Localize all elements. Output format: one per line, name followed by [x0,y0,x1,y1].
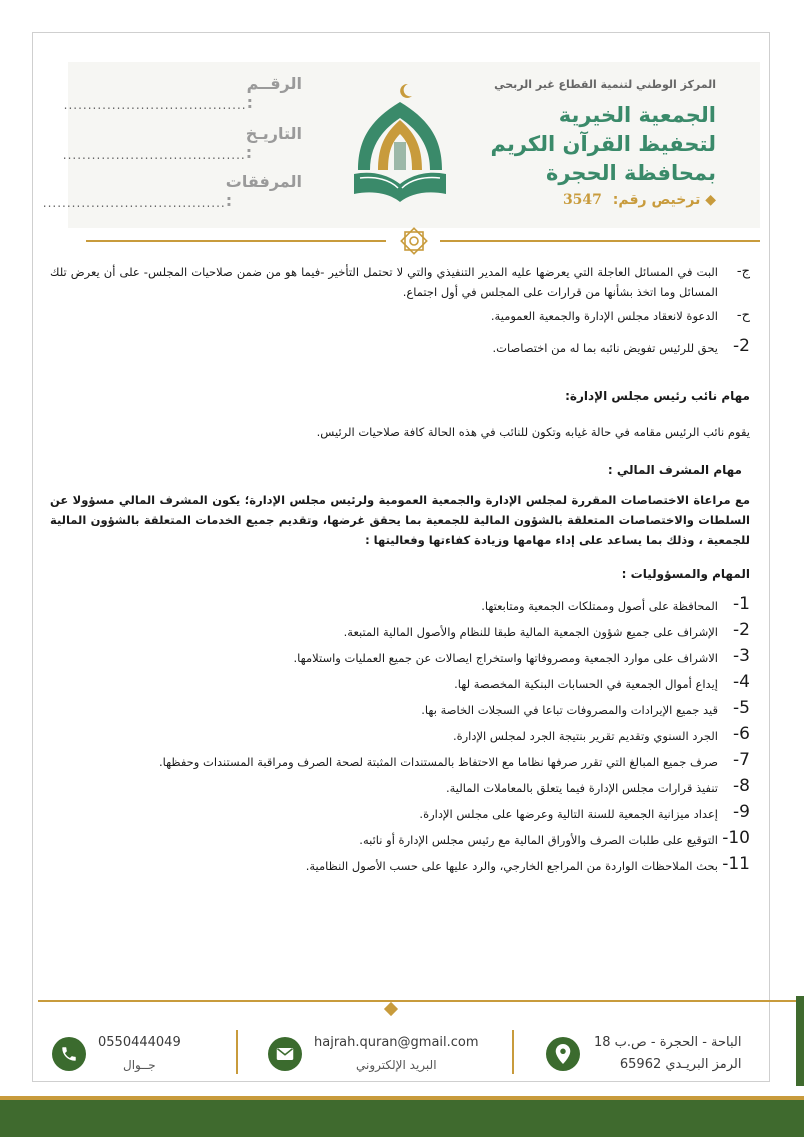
list-item [50,620,750,642]
item-number: 11- [722,854,750,874]
responsibilities-list [50,594,750,876]
address-line: الباحة - الحجرة - ص.ب 18 [594,1035,742,1050]
license-row [456,192,716,208]
vp-paragraph: يقوم نائب الرئيس مقامه في حالة غيابه وتكون للنائب في هذه الحالة كافة صلاحيات الرئيس. [316,425,750,439]
item-text: قيد جميع الإيرادات والمصروفات تباعا في السجلات الخاصة بها. [421,703,718,717]
finance-paragraph: مع مراعاة الاختصاصات المقررة لمجلس الإدارة والجمعية العمومية ولرئيس مجلس الإدارة؛ يكون المشرف المالي مسؤولا عن السلطات والاختصاصات المتعلقة بالشؤون المالية للجمعية بما يحقق غرضها، وتقديم جميع الخدمات المتعلقة بالشؤون المالية للجمعية ، وذلك بما يساعد على إداء مهامها وزيادة كفاءتها وفعاليتها : [50,493,750,547]
item-number: 6- [733,724,750,744]
email-address[interactable]: hajrah.quran@gmail.com [314,1035,479,1050]
star-ornament-icon [399,226,429,256]
item-marker: ح- [736,308,750,323]
reference-number-field [63,74,302,112]
org-name-line-1: الجمعية الخيرية [558,103,716,127]
footer-divider [38,1000,804,1002]
date-label: التاريـخ : [245,124,302,162]
list-item [50,672,750,694]
phone-number[interactable]: 0550444049 [98,1035,181,1050]
email-label: البريد الإلكتروني [356,1058,437,1072]
item-number: 3- [733,646,750,666]
item-number: 5- [733,698,750,718]
item-text: التوقيع على طلبات الصرف والأوراق المالية مع رئيس مجلس الإدارة أو نائبه. [359,833,718,847]
date-dots: ...................................... [62,148,246,162]
header-divider-left [86,240,386,242]
finance-heading: مهام المشرف المالي : [607,463,742,477]
umbrella-org-name: المركز الوطني لتنمية القطاع غير الربحي [494,78,716,91]
org-name-line-2: لتحفيظ القرآن الكريم [490,132,716,156]
footer-email-block [268,1028,479,1080]
list-item [50,750,750,772]
footer-phone-block [52,1028,181,1080]
attachments-label: المرفقات : [225,172,302,210]
item-text: صرف جميع المبالغ التي تقرر صرفها نظاما مع الاحتفاظ بالمستندات المثبتة لصحة الصرف ومراقبة المستندات وحفظها. [158,755,718,769]
item-number: 1- [733,594,750,614]
diamond-bullet-icon: ◆ [705,192,716,208]
phone-icon [52,1037,86,1071]
list-item [50,724,750,746]
item-text: الجرد السنوي وتقديم تقرير بنتيجة الجرد لمجلس الإدارة. [452,729,718,743]
license-number: 3547 [562,192,602,208]
item-number: 8- [733,776,750,796]
footer-separator [512,1030,514,1074]
item-marker: 2- [733,336,750,356]
item-number: 7- [733,750,750,770]
item-text: البت في المسائل العاجلة التي يعرضها عليه المدير التنفيذي والتي لا تحتمل التأخير -فيما هو من ضمن صلاحيات المجلس- على أن يعرض تلك المسائل وما اتخذ بشأنها من قرارات على المجلس في أول اجتماع. [50,265,718,299]
footer-side-bar [796,996,804,1086]
list-item [50,336,750,358]
item-text: الاشراف على موارد الجمعية ومصروفاتها واستخراج ايصالات عن جميع العمليات واستلامها. [293,651,718,665]
mosque-quran-logo-icon [340,80,460,210]
header-divider-right [440,240,760,242]
item-marker: ج- [736,264,750,279]
item-text: الإشراف على جميع شؤون الجمعية المالية طبقا للنظام والأصول المالية المتبعة. [343,625,718,639]
list-item [50,802,750,824]
list-item [50,776,750,798]
footer-separator [236,1030,238,1074]
item-text: يحق للرئيس تفويض نائبه بما له من اختصاصات. [492,341,718,355]
postal-label: الرمز البريـدي [665,1057,742,1072]
list-item [50,262,750,302]
item-number: 10- [722,828,750,848]
date-field [62,124,302,162]
postal-row [594,1054,741,1076]
reference-number-label: الرقــم : [246,74,302,112]
footer-address-block [546,1028,741,1080]
item-text: إعداد ميزانية الجمعية للسنة التالية وعرضها على مجلس الإدارة. [419,807,718,821]
list-item [50,306,750,326]
document-body [50,262,750,880]
item-text: الدعوة لانعقاد مجلس الإدارة والجمعية العمومية. [490,309,718,323]
location-pin-icon [546,1037,580,1071]
item-text: المحافظة على أصول وممتلكات الجمعية ومتابعتها. [481,599,718,613]
item-number: 2- [733,620,750,640]
item-number: 9- [733,802,750,822]
postal-code: 65962 [619,1057,662,1072]
vp-heading: مهام نائب رئيس مجلس الإدارة: [565,389,750,403]
item-text: تنفيذ قرارات مجلس الإدارة فيما يتعلق بالمعاملات المالية. [445,781,718,795]
list-item [50,854,750,876]
item-text: بحث الملاحظات الواردة من المراجع الخارجي، والرد عليها على حسب الأصول النظامية. [305,859,718,873]
list-item [50,828,750,850]
list-item [50,594,750,616]
attachments-field [42,172,302,210]
list-item [50,646,750,668]
responsibilities-heading: المهام والمسؤوليات : [621,567,750,581]
list-item [50,698,750,720]
footer-green-band [0,1100,804,1137]
organization-block [456,78,716,208]
item-number: 4- [733,672,750,692]
reference-number-dots: ...................................... [63,98,247,112]
phone-label: جــوال [123,1058,156,1072]
org-name-line-3: بمحافظة الحجرة [545,161,716,185]
email-icon [268,1037,302,1071]
license-label: ترخيص رقم: [612,192,701,208]
item-text: إيداع أموال الجمعية في الحسابات البنكية المخصصة لها. [454,677,718,691]
attachments-dots: ...................................... [42,196,226,210]
